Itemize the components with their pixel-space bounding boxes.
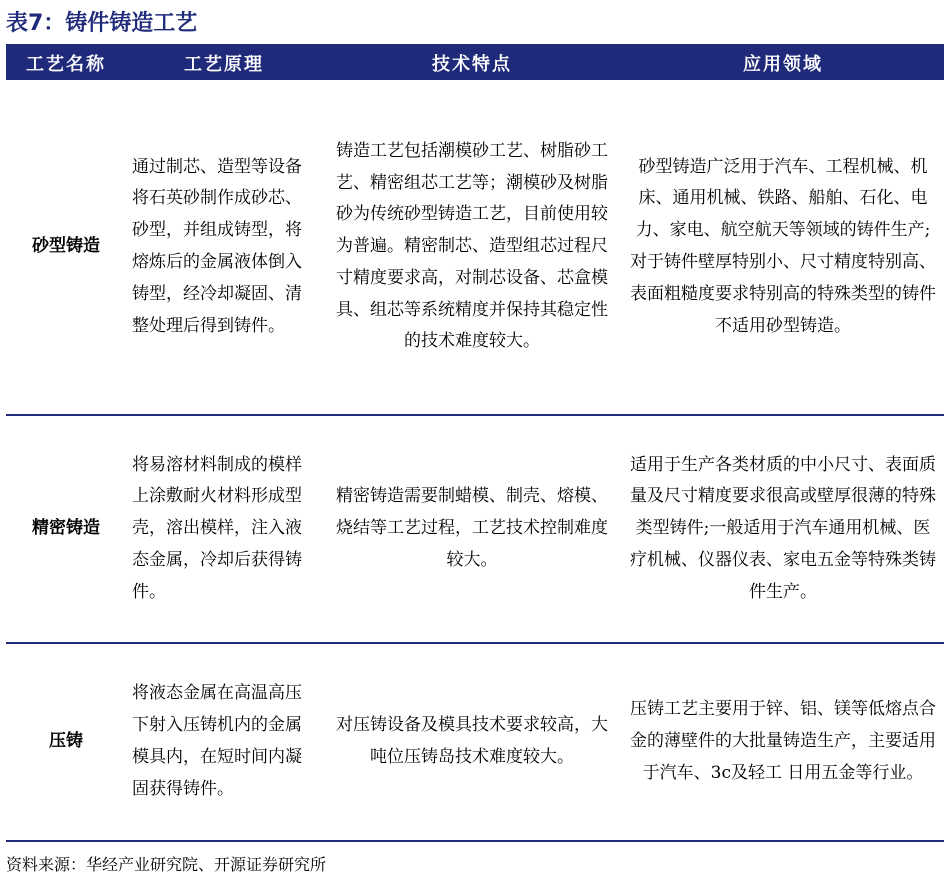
application-cell: 压铸工艺主要用于锌、铝、镁等低熔点合金的薄壁件的大批量铸造生产，主要适用于汽车、3c及轻工 日用五金等行业。 [622,643,944,841]
table-row [6,643,944,841]
table-row [6,415,944,643]
principle-cell: 将易溶材料制成的模样上涂敷耐火材料形成型壳，溶出模样，注入液态金属，冷却后获得铸件。 [126,415,322,643]
application-cell: 砂型铸造广泛用于汽车、工程机械、机床、通用机械、铁路、船舶、石化、电力、家电、航空航天等领域的铸件生产;对于铸件壁厚特别小、尺寸精度特别高、表面粗糙度要求特别高的特殊类型的铸件不适用砂型铸造。 [622,80,944,415]
source-note: 资料来源：华经产业研究院、开源证券研究所 [6,855,327,874]
principle-cell: 将液态金属在高温高压下射入压铸机内的金属模具内，在短时间内凝固获得铸件。 [126,643,322,841]
header-application-fields: 应用领域 [622,46,944,80]
feature-cell: 对压铸设备及模具技术要求较高，大吨位压铸岛技术难度较大。 [322,643,622,841]
table-header-row [6,46,944,80]
header-process-principle: 工艺原理 [126,46,322,80]
feature-cell: 精密铸造需要制蜡模、制壳、熔模、烧结等工艺过程，工艺技术控制难度较大。 [322,415,622,643]
application-cell: 适用于生产各类材质的中小尺寸、表面质量及尺寸精度要求很高或壁厚很薄的特殊类型铸件;一般适用于汽车通用机械、医疗机械、仪器仪表、家电五金等特殊类铸件生产。 [622,415,944,643]
principle-cell: 通过制芯、造型等设备将石英砂制作成砂芯、砂型，并组成铸型，将熔炼后的金属液体倒入铸型，经冷却凝固、清整处理后得到铸件。 [126,80,322,415]
header-process-name: 工艺名称 [6,46,126,80]
process-name-cell: 砂型铸造 [6,80,126,415]
process-name-cell: 精密铸造 [6,415,126,643]
feature-cell: 铸造工艺包括潮模砂工艺、树脂砂工艺、精密组芯工艺等；潮模砂及树脂砂为传统砂型铸造工艺，目前使用较为普遍。精密制芯、造型组芯过程尺寸精度要求高，对制芯设备、芯盒模具、组芯等系统精度并保持其稳定性的技术难度较大。 [322,80,622,415]
table-title: 表7：铸件铸造工艺 [6,11,198,36]
header-technical-features: 技术特点 [322,46,622,80]
table-row [6,80,944,415]
casting-process-table [6,46,944,842]
process-name-cell: 压铸 [6,643,126,841]
